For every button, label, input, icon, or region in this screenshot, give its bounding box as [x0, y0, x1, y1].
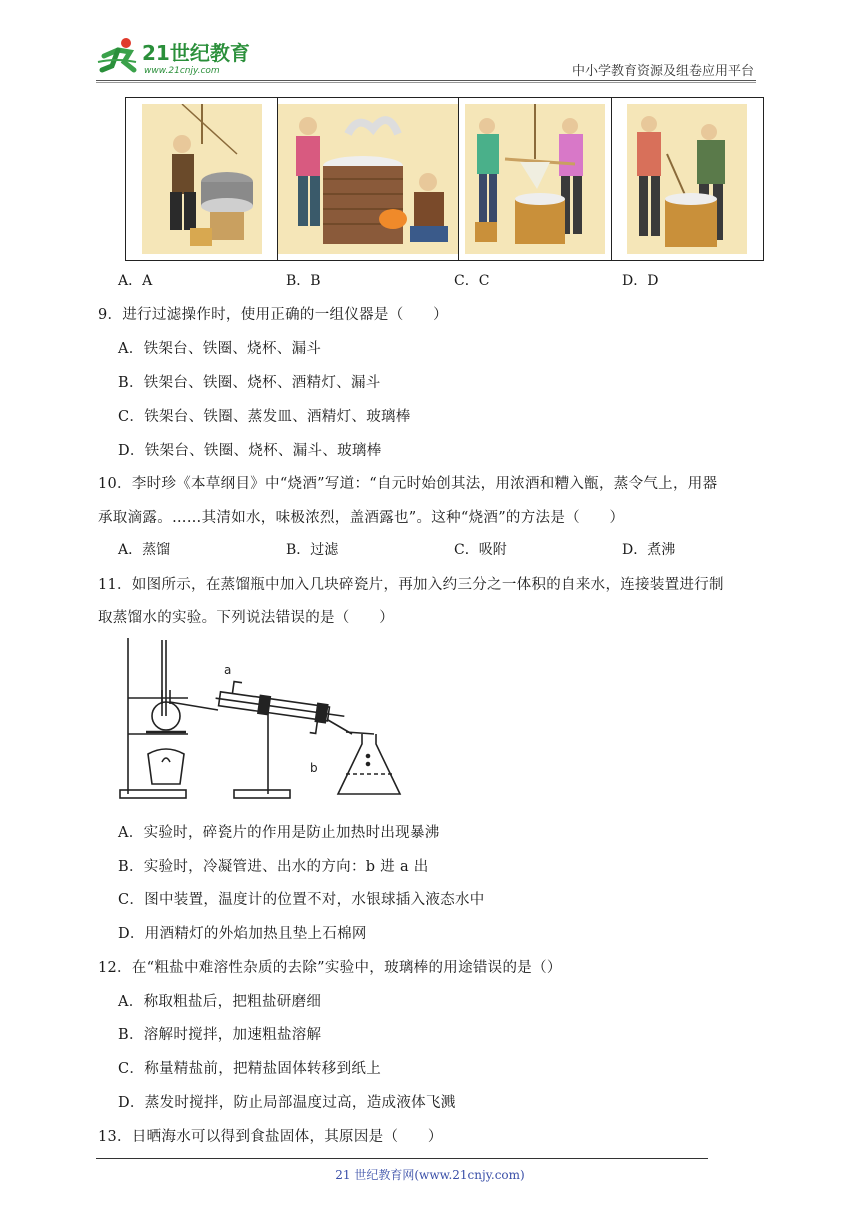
- q10-option-b[interactable]: B．过滤: [286, 542, 339, 558]
- q10-stem-line2: 承取滴露。……其清如水，味极浓烈，盖酒露也”。这种“烧酒”的方法是（ ）: [98, 510, 625, 526]
- q8-image-table: [125, 97, 764, 261]
- image-d-scooping: [612, 98, 763, 260]
- q11-option-b[interactable]: B．实验时，冷凝管进、出水的方向：b 进 a 出: [118, 859, 429, 875]
- q8-option-a[interactable]: A．A: [118, 273, 153, 289]
- q9-option-a[interactable]: A．铁架台、铁圈、烧杯、漏斗: [118, 341, 322, 357]
- footer-divider: [96, 1158, 708, 1159]
- q9-option-d[interactable]: D．铁架台、铁圈、烧杯、漏斗、玻璃棒: [118, 443, 382, 459]
- distillation-apparatus-diagram: [118, 634, 410, 804]
- header-divider: [96, 80, 756, 81]
- q11-stem-line2: 取蒸馏水的实验。下列说法错误的是（ ）: [98, 610, 394, 626]
- q10-stem-line1: 10．李时珍《本草纲目》中“烧酒”写道：“自元时始创其法，用浓酒和糟入甑，蒸令气上，用器: [98, 476, 718, 492]
- q8-option-d[interactable]: D．D: [622, 273, 659, 289]
- q11-option-c[interactable]: C．图中装置，温度计的位置不对，水银球插入液态水中: [118, 892, 485, 908]
- logo-url: www.21cnjy.com: [144, 66, 220, 76]
- q10-option-c[interactable]: C．吸附: [454, 542, 507, 558]
- label-b: b: [310, 761, 318, 775]
- q10-option-a[interactable]: A．蒸馏: [118, 542, 171, 558]
- logo-text: 21世纪教育: [142, 41, 250, 65]
- q12-option-c[interactable]: C．称量精盐前，把精盐固体转移到纸上: [118, 1061, 381, 1077]
- image-c-filtering: [459, 98, 611, 260]
- header-divider-thin: [96, 82, 756, 83]
- image-b-boiling: [278, 98, 459, 260]
- runner-logo-icon: [98, 38, 136, 70]
- image-a-grinding: [126, 98, 278, 260]
- q9-option-c[interactable]: C．铁架台、铁圈、蒸发皿、酒精灯、玻璃棒: [118, 409, 411, 425]
- q12-option-b[interactable]: B．溶解时搅拌，加速粗盐溶解: [118, 1027, 322, 1043]
- q8-option-b[interactable]: B．B: [286, 273, 321, 289]
- footer-text[interactable]: 21 世纪教育网(www.21cnjy.com): [335, 1168, 525, 1182]
- q12-option-a[interactable]: A．称取粗盐后，把粗盐研磨细: [118, 994, 322, 1010]
- q11-option-d[interactable]: D．用酒精灯的外焰加热且垫上石棉网: [118, 926, 367, 942]
- q9-option-b[interactable]: B．铁架台、铁圈、烧杯、酒精灯、漏斗: [118, 375, 381, 391]
- q12-stem: 12．在“粗盐中难溶性杂质的去除”实验中，玻璃棒的用途错误的是（）: [98, 960, 562, 976]
- q12-option-d[interactable]: D．蒸发时搅拌，防止局部温度过高，造成液体飞溅: [118, 1095, 456, 1111]
- q10-option-d[interactable]: D．煮沸: [622, 542, 676, 558]
- platform-name: 中小学教育资源及组卷应用平台: [571, 64, 754, 79]
- q9-stem: 9．进行过滤操作时，使用正确的一组仪器是（ ）: [98, 307, 448, 323]
- q8-option-c[interactable]: C．C: [454, 273, 490, 289]
- label-a: a: [224, 663, 232, 677]
- logo: [96, 36, 266, 78]
- q11-option-a[interactable]: A．实验时，碎瓷片的作用是防止加热时出现暴沸: [118, 825, 440, 841]
- q11-stem-line1: 11．如图所示，在蒸馏瓶中加入几块碎瓷片，再加入约三分之一体积的自来水，连接装置进行制: [98, 577, 724, 593]
- q13-stem: 13．日晒海水可以得到食盐固体，其原因是（ ）: [98, 1129, 443, 1145]
